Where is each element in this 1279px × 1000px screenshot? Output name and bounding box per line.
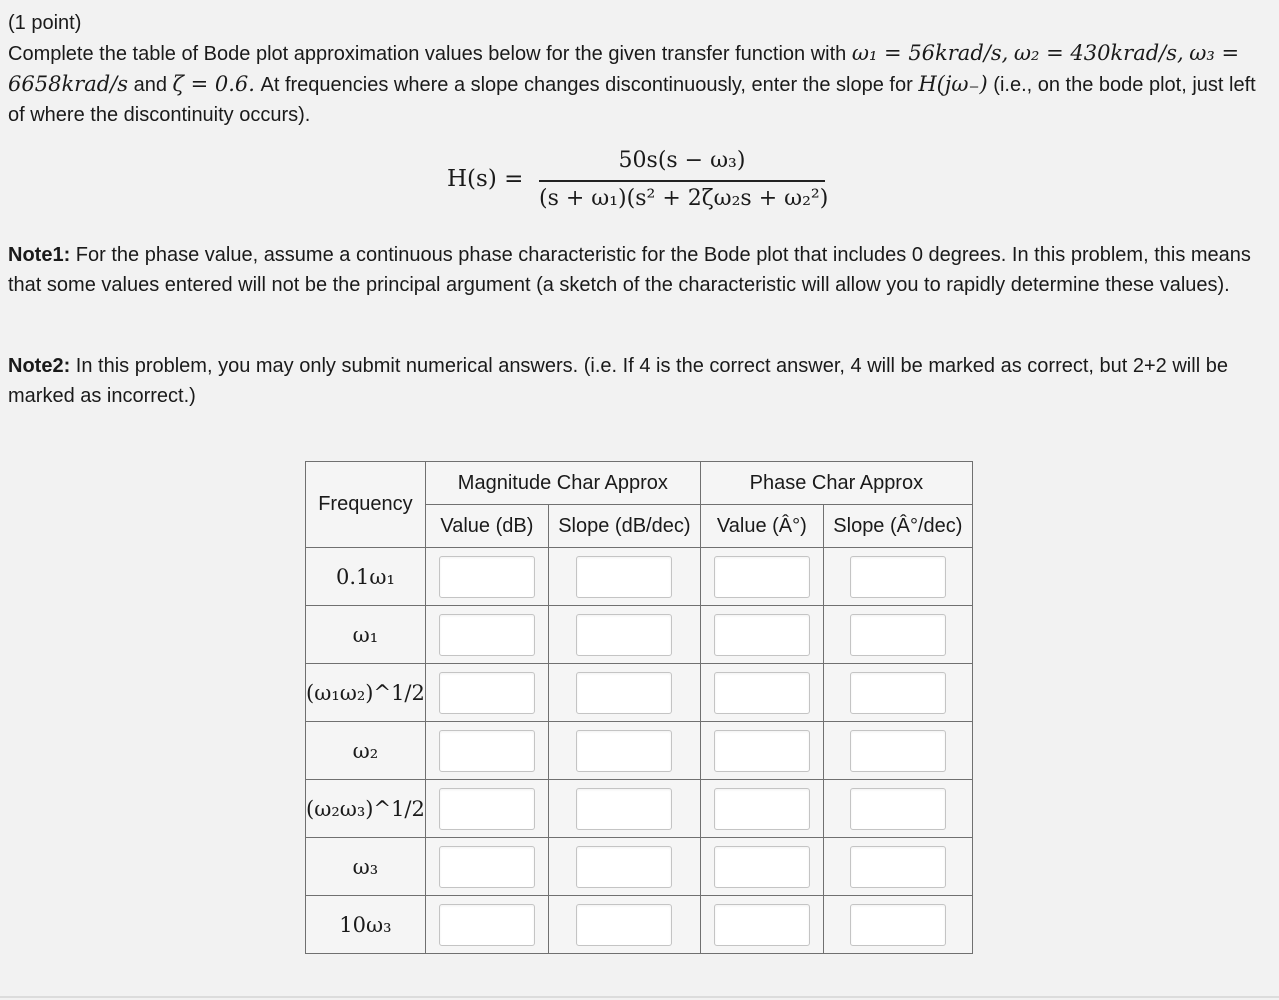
problem-text-1: Complete the table of Bode plot approximation values below for the given transfer function with — [8, 43, 847, 65]
mag-value-input[interactable] — [439, 556, 535, 598]
bottom-divider — [0, 996, 1279, 998]
phase-value-input[interactable] — [714, 730, 810, 772]
mag-slope-input[interactable] — [576, 788, 672, 830]
frequency-cell: (ω₂ω₃)^1/2 — [306, 780, 426, 838]
omega1-value: ω₁ = 56krad/s, — [851, 41, 1009, 65]
problem-statement — [8, 38, 1270, 130]
mag-slope-input[interactable] — [576, 730, 672, 772]
omega2-value: ω₂ = 430krad/s, — [1013, 41, 1184, 65]
fraction-bar — [539, 180, 825, 182]
mag-slope-cell — [548, 664, 700, 722]
phase-slope-input[interactable] — [850, 730, 946, 772]
note2-label: Note2: — [8, 355, 71, 377]
note1-text: For the phase value, assume a continuous phase characteristic for the Bode plot that includes 0 degrees. In this problem, this means that some values entered will not be the principal argument (a sketch of the characteristic will allow you to rapidly determine these values). — [8, 244, 1251, 296]
phase-slope-cell — [823, 722, 972, 780]
problem-text-4: (i.e., on the bode plot, just left of where the discontinuity occurs). — [8, 74, 1256, 126]
phase-slope-input[interactable] — [850, 672, 946, 714]
phase-value-cell — [700, 838, 823, 896]
mag-value-cell — [425, 896, 548, 954]
phase-slope-cell — [823, 838, 972, 896]
mag-value-cell — [425, 838, 548, 896]
mag-slope-input[interactable] — [576, 672, 672, 714]
mag-value-input[interactable] — [439, 788, 535, 830]
transfer-function-numerator: 50s(s − ω₃) — [618, 148, 746, 173]
table-row — [306, 780, 973, 838]
phase-slope-cell — [823, 606, 972, 664]
note2-text: In this problem, you may only submit numerical answers. (i.e. If 4 is the correct answer, 4 will be marked as correct, but 2+2 will be marked as incorrect.) — [8, 355, 1228, 407]
mag-value-header: Value (dB) — [425, 505, 548, 548]
frequency-cell: ω₃ — [306, 838, 426, 896]
frequency-header: Frequency — [306, 462, 426, 548]
phase-slope-cell — [823, 548, 972, 606]
phase-value-input[interactable] — [714, 614, 810, 656]
phase-slope-cell — [823, 664, 972, 722]
note1-label: Note1: — [8, 244, 71, 266]
phase-slope-input[interactable] — [850, 904, 946, 946]
phase-value-input[interactable] — [714, 672, 810, 714]
phase-slope-input[interactable] — [850, 846, 946, 888]
table-row — [306, 896, 973, 954]
transfer-function — [447, 148, 847, 220]
phase-value-input[interactable] — [714, 846, 810, 888]
phase-value-cell — [700, 548, 823, 606]
table-row — [306, 606, 973, 664]
frequency-cell: (ω₁ω₂)^1/2 — [306, 664, 426, 722]
phase-value-cell — [700, 606, 823, 664]
phase-value-cell — [700, 896, 823, 954]
problem-text-2: and — [133, 74, 167, 96]
mag-slope-cell — [548, 780, 700, 838]
mag-slope-header: Slope (dB/dec) — [548, 505, 700, 548]
mag-slope-input[interactable] — [576, 614, 672, 656]
omega3-value: ω₃ = 6658krad/s — [8, 41, 1240, 96]
mag-slope-input[interactable] — [576, 556, 672, 598]
phase-slope-input[interactable] — [850, 556, 946, 598]
mag-value-cell — [425, 780, 548, 838]
mag-value-cell — [425, 722, 548, 780]
phase-value-input[interactable] — [714, 556, 810, 598]
table-row — [306, 664, 973, 722]
mag-value-input[interactable] — [439, 846, 535, 888]
phase-slope-header: Slope (Â°/dec) — [823, 505, 972, 548]
mag-value-cell — [425, 664, 548, 722]
phase-value-input[interactable] — [714, 788, 810, 830]
phase-value-input[interactable] — [714, 904, 810, 946]
table-row — [306, 722, 973, 780]
mag-slope-cell — [548, 722, 700, 780]
mag-slope-input[interactable] — [576, 846, 672, 888]
note1 — [8, 240, 1270, 300]
frequency-cell: 0.1ω₁ — [306, 548, 426, 606]
phase-value-header: Value (Â°) — [700, 505, 823, 548]
transfer-function-lhs: H(s) = — [447, 166, 524, 192]
phase-slope-input[interactable] — [850, 614, 946, 656]
mag-value-input[interactable] — [439, 904, 535, 946]
mag-slope-cell — [548, 896, 700, 954]
mag-value-input[interactable] — [439, 672, 535, 714]
frequency-cell: 10ω₃ — [306, 896, 426, 954]
points-label: (1 point) — [8, 12, 82, 34]
phase-slope-input[interactable] — [850, 788, 946, 830]
phase-value-cell — [700, 664, 823, 722]
note2 — [8, 351, 1270, 411]
mag-slope-cell — [548, 548, 700, 606]
zeta-value: ζ = 0.6. — [172, 72, 255, 96]
mag-slope-cell — [548, 838, 700, 896]
phase-slope-cell — [823, 780, 972, 838]
bode-table — [305, 461, 973, 954]
mag-slope-input[interactable] — [576, 904, 672, 946]
frequency-cell: ω₁ — [306, 606, 426, 664]
phase-slope-cell — [823, 896, 972, 954]
frequency-cell: ω₂ — [306, 722, 426, 780]
phase-value-cell — [700, 780, 823, 838]
phase-header: Phase Char Approx — [700, 462, 972, 505]
phase-value-cell — [700, 722, 823, 780]
table-row — [306, 548, 973, 606]
problem-text-3: At frequencies where a slope changes discontinuously, enter the slope for — [260, 74, 913, 96]
mag-slope-cell — [548, 606, 700, 664]
mag-value-input[interactable] — [439, 614, 535, 656]
mag-value-cell — [425, 548, 548, 606]
transfer-function-denominator: (s + ω₁)(s² + 2ζω₂s + ω₂²) — [539, 186, 829, 211]
h-jw-minus: H(jω₋) — [918, 72, 988, 96]
table-row — [306, 838, 973, 896]
mag-value-input[interactable] — [439, 730, 535, 772]
magnitude-header: Magnitude Char Approx — [425, 462, 700, 505]
mag-value-cell — [425, 606, 548, 664]
